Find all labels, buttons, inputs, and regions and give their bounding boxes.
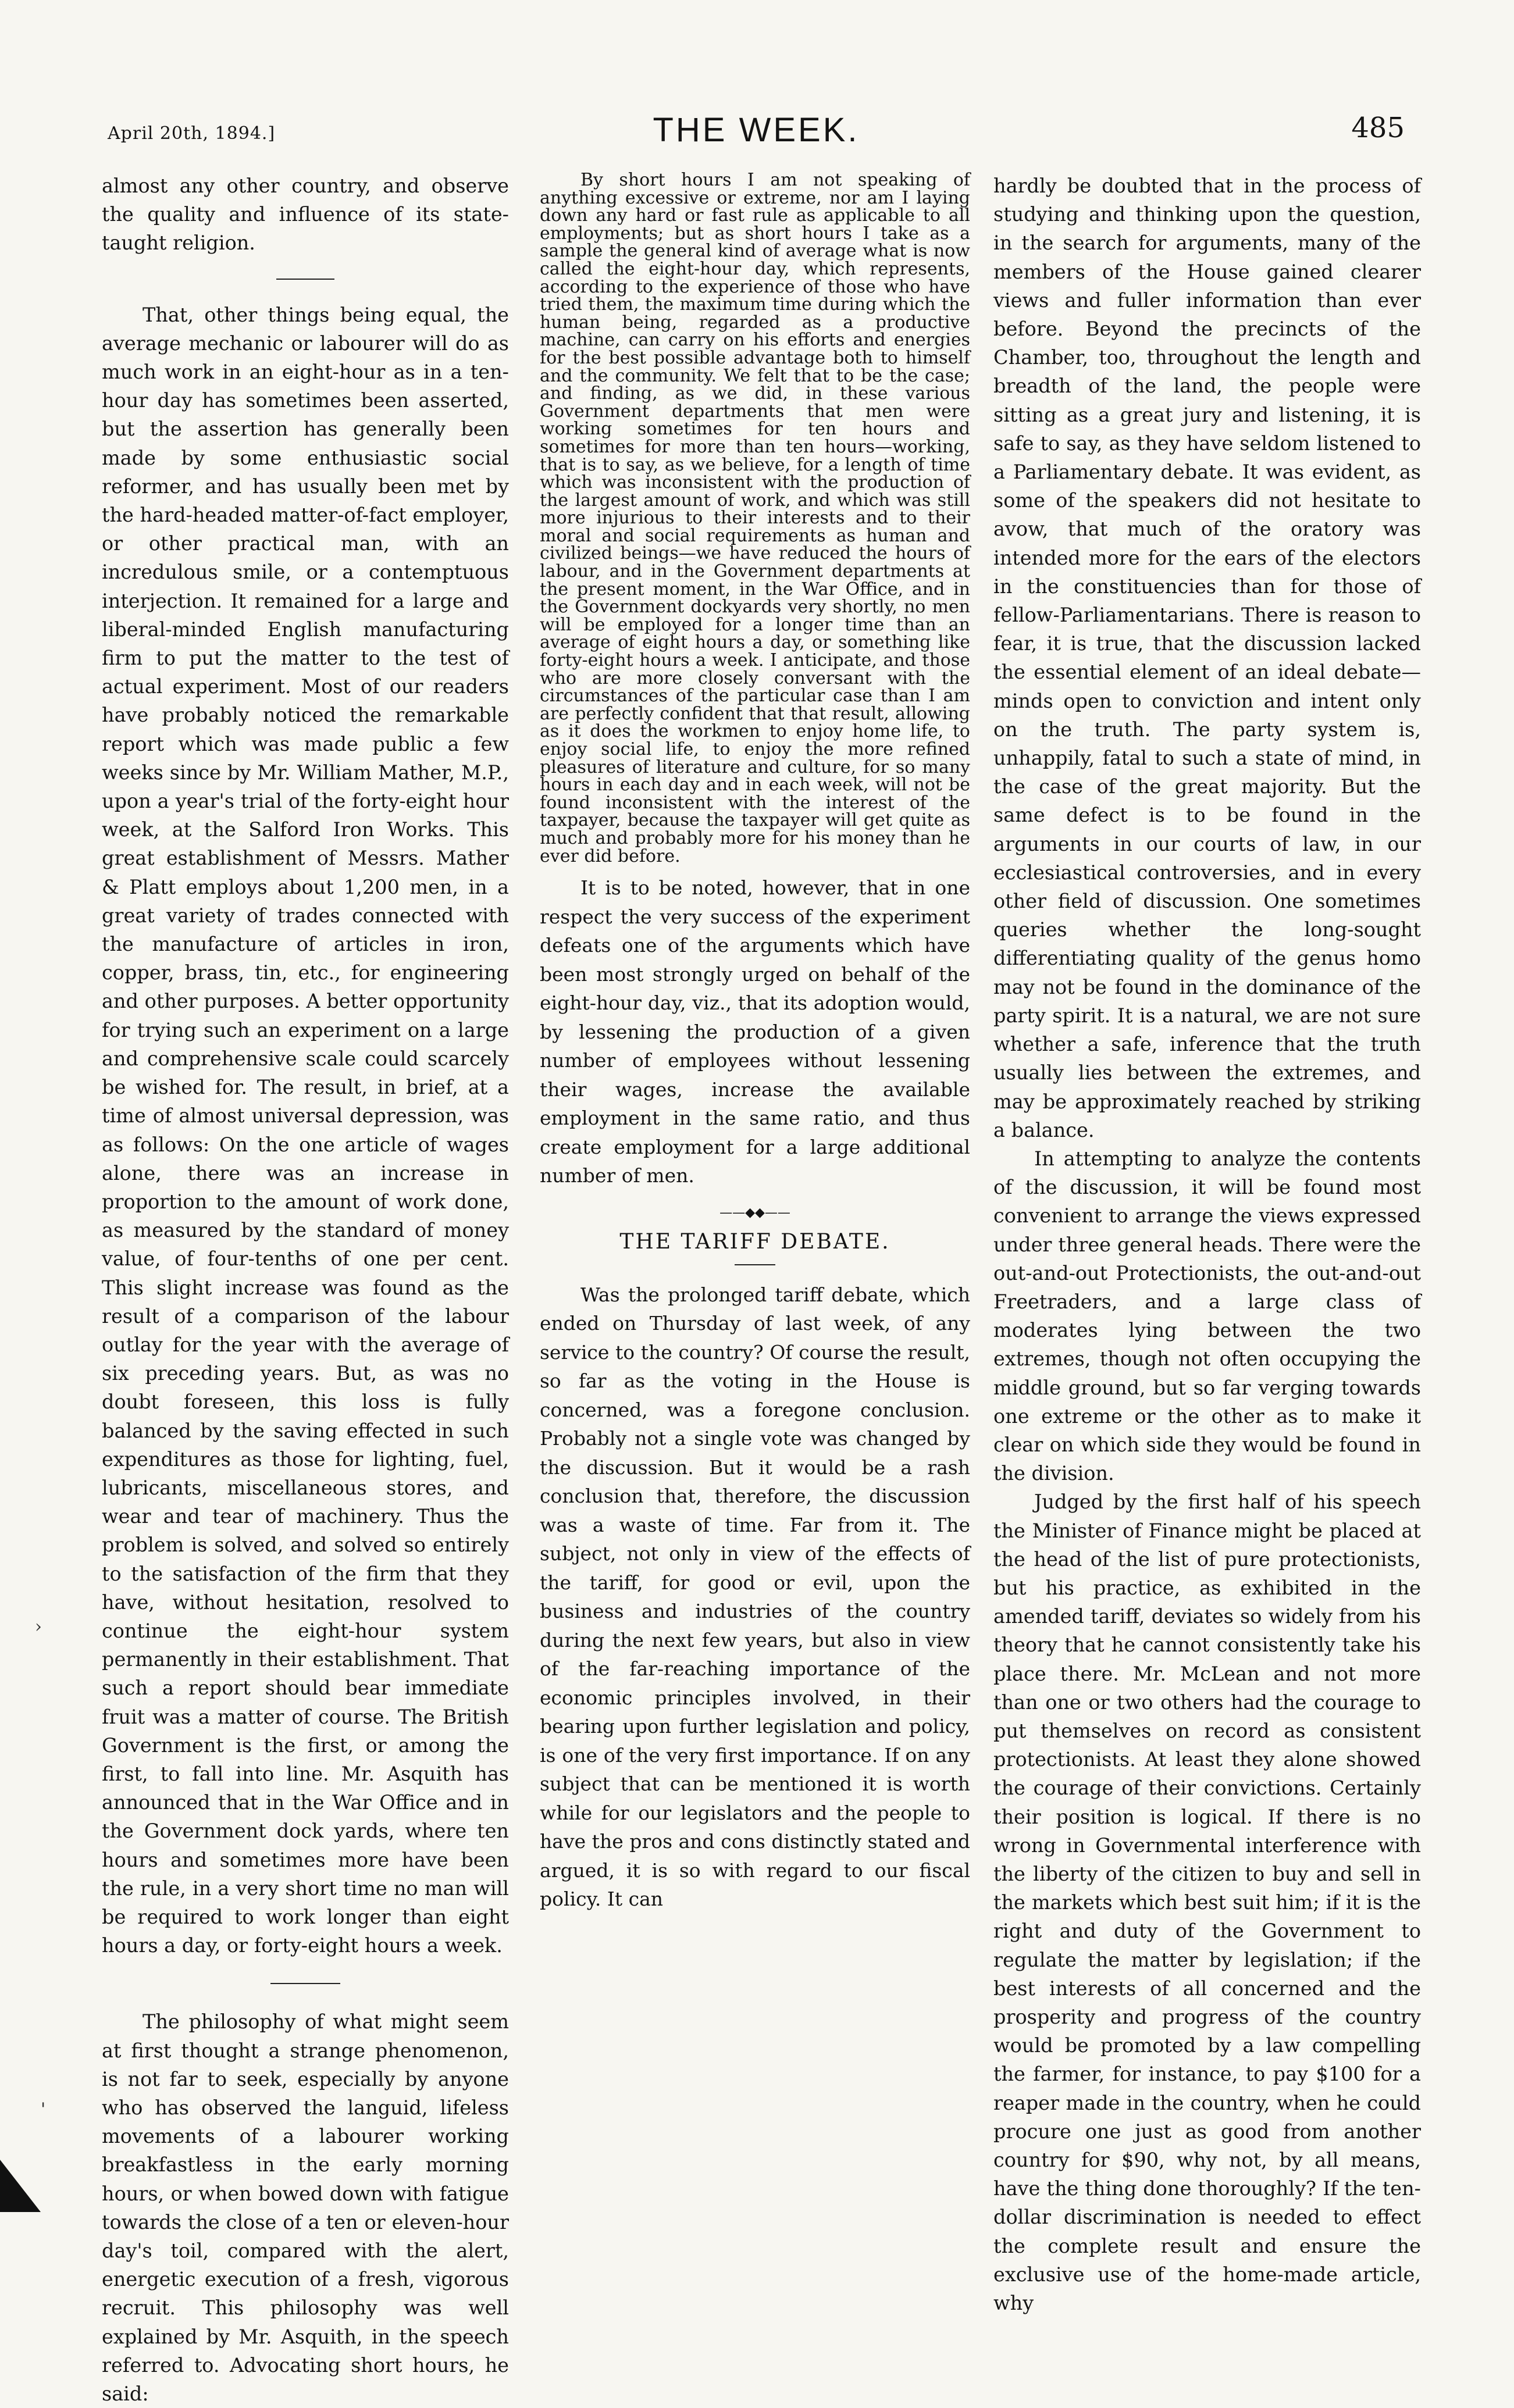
margin-mark: ' bbox=[41, 2099, 46, 2120]
margin-mark: › bbox=[35, 1617, 42, 1637]
paragraph: In attempting to analyze the contents of the discussion, it will be found most convenient to arrange the views expressed under three general heads. There were the out-and-out Protectionists, the out-and-out Freetraders, and a large class of moderates lying between the two extremes, though not often occupying the middle ground, but so far verging towards one extreme or the other as to make it clear on which side they would be found in the division. bbox=[993, 1147, 1421, 1485]
paragraph: That, other things being equal, the average mechanic or labourer will do as much work in an eight-hour as in a ten-hour day has sometimes been asserted, but the assertion has generally been made by some enthusiastic social reformer, and has usually been met by the hard-headed matter-of-fact employer, or other practical man, with an incredulous smile, or a contemptuous interjection. It remained for a large and liberal-minded English manufacturing firm to put the matter to the test of actual experiment. Most of our readers have probably noticed the remarkable report which was made public a few weeks since by Mr. William Mather, M.P., upon a year's trial of the forty-eight hour week, at the Salford Iron Works. This great establishment of Messrs. Mather & Platt employs about 1,200 men, in a great variety of trades connected with the manufacture of articles in iron, copper, brass, tin, etc., for engineering and other purposes. A better opportunity for trying such an experiment on a large and comprehensive scale could scarcely be wished for. The result, in brief, at a time of almost universal depression, was as follows: On the one article of wages alone, there was an increase in proportion to the amount of work done, as measured by the standard of money value, of four-tenths of one per cent. This slight increase was found as the result of a comparison of the labour outlay for the year with the average of six preceding years. But, as was no doubt foreseen, this loss is fully balanced by the saving effected in such expenditures as those for lighting, fuel, lubricants, miscellaneous stores, and wear and tear of machinery. Thus the problem is solved, and solved so entirely to the satisfaction of the firm that they have, without hesitation, resolved to continue the eight-hour system permanently in their establishment. That such a report should bear immediate fruit was a matter of course. The British Government is the first, or among the first, to fall into line. Mr. Asquith has announced that in the War Office and in the Government dock yards, where ten hours and sometimes more have been the rule, in a very short time no man will be required to work longer than eight hours a day, or forty-eight hours a week. bbox=[102, 303, 509, 1957]
heading-rule bbox=[735, 1264, 775, 1265]
page-header bbox=[102, 110, 1410, 163]
column-right bbox=[993, 172, 1421, 2315]
ornament-divider: ——◆◆—— bbox=[719, 1205, 790, 1220]
paragraph: almost any other country, and observe the quality and influence of its state-taught religion. bbox=[102, 174, 509, 255]
section-divider bbox=[270, 1983, 340, 1984]
page-number: 485 bbox=[1351, 112, 1405, 144]
column-middle bbox=[540, 172, 970, 2195]
column-left bbox=[102, 172, 509, 2406]
paragraph: hardly be doubted that in the process of studying and thinking upon the question, in the search for arguments, many of the members of the House gained clearer views and fuller information than ever before. Beyond the precincts of the Chamber, too, throughout the length and breadth of the land, the people were sitting as a great jury and listening, it is safe to say, as they have seldom listened to a Parliamentary debate. It was evident, as some of the speakers did not hesitate to avow, that much of the oratory was intended more for the ears of the electors in the constituencies than for those of fellow-Parliamentarians. There is reason to fear, it is true, that the discussion lacked the essential element of an ideal debate—minds open to conviction and intent only on the truth. The party system is, unhappily, fatal to such a state of mind, in the case of the great majority. But the same defect is to be found in the arguments in our courts of law, in our ecclesiastical controversies, and in every other field of discussion. One sometimes queries whether the long-sought differentiating quality of the genus homo may not be found in the dominance of the party spirit. It is a natural, we are not sure whether a safe, inference that the truth usually lies between the extremes, and may be approximately reached by striking a balance. bbox=[993, 174, 1421, 1141]
paragraph: It is to be noted, however, that in one respect the very success of the experiment defeats one of the arguments which have been most strongly urged on behalf of the eight-hour day, viz., that its adoption would, by lessening the production of a given number of employees without lessening their wages, increase the available employment in the same ratio, and thus create employment for a large additional number of men. bbox=[540, 876, 970, 1187]
paragraph: Was the prolonged tariff debate, which ended on Thursday of last week, of any service to the country? Of course the result, so far as the voting in the House is concerned, was a foregone conclusion. Probably not a single vote was changed by the discussion. But it would be a rash conclusion that, therefore, the discussion was a waste of time. Far from it. The subject, not only in view of the effects of the tariff, for good or evil, upon the business and industries of the country during the next few years, but also in view of the far-reaching importance of the economic principles involved, in their bearing upon further legislation and policy, is one of the very first importance. If on any subject that can be mentioned it is worth while for our legislators and the people to have the pros and cons distinctly stated and argued, it is so with regard to our fiscal policy. It can bbox=[540, 1283, 970, 1911]
masthead-title: THE WEEK. bbox=[653, 111, 860, 149]
section-heading: THE TARIFF DEBATE. bbox=[619, 1230, 890, 1254]
issue-date: April 20th, 1894.] bbox=[108, 123, 276, 144]
page-corner-shadow bbox=[0, 2160, 41, 2212]
paragraph: The philosophy of what might seem at first thought a strange phenomenon, is not far to seek, especially by anyone who has observed the languid, lifeless movements of a labourer working breakfastless in the early morning hours, or when bowed down with fatigue towards the close of a ten or eleven-hour day's toil, compared with the alert, energetic execution of a fresh, vigorous recruit. This philosophy was well explained by Mr. Asquith, in the speech referred to. Advocating short hours, he said: bbox=[102, 2010, 509, 2406]
section-divider bbox=[276, 279, 334, 280]
quoted-speech: By short hours I am not speaking of anything excessive or extreme, nor am I laying down any hard or fast rule as applicable to all employments; but as short hours I take as a sample the general kind of average what is now called the eight-hour day, which represents, according to the experience of those who have tried them, the maximum time during which the human being, regarded as a productive machine, can carry on his efforts and energies for the best possible advantage both to himself and the community. We felt that to be the case; and finding, as we did, in these various Government departments that men were working sometimes for ten hours and sometimes for more than ten hours—working, that is to say, as we believe, for a length of time which was inconsistent with the production of the largest amount of work, and which was still more injurious to their interests and to their moral and social requirements as human and civilized beings—we have reduced the hours of labour, and in the Government departments at the present moment, in the War Office, and in the Government dockyards very shortly, no men will be employed for a longer time than an average of eight hours a day, or something like forty-eight hours a week. I anticipate, and those who are more closely conversant with the circumstances of the particular case than I am are perfectly confident that that result, allowing as it does the workmen to enjoy home life, to enjoy social life, to enjoy the more refined pleasures of literature and culture, for so many hours in each day and in each week, will not be found inconsistent with the interest of the taxpayer, because the taxpayer will get quite as much and probably more for his money than he ever did before. bbox=[540, 170, 970, 866]
paragraph: Judged by the first half of his speech the Minister of Finance might be placed at the head of the list of pure protectionists, but his practice, as exhibited in the amended tariff, deviates so widely from his theory that he cannot consistently take his place there. Mr. McLean and not more than one or two others had the courage to put themselves on record as consistent protectionists. At least they alone showed the courage of their convictions. Certainly their position is logical. If there is no wrong in Governmental interference with the liberty of the citizen to buy and sell in the markets which best suit him; if it is the right and duty of the Government to regulate the matter by legislation; if the best interests of all concerned and the prosperity and progress of the country would be promoted by a law compelling the farmer, for instance, to pay $100 for a reaper made in the country, when he could procure one just as good from another country for $90, why not, by all means, have the thing done thoroughly? If the ten-dollar discrimination is needed to effect the complete result and ensure the exclusive use of the home-made article, why bbox=[993, 1490, 1421, 2315]
